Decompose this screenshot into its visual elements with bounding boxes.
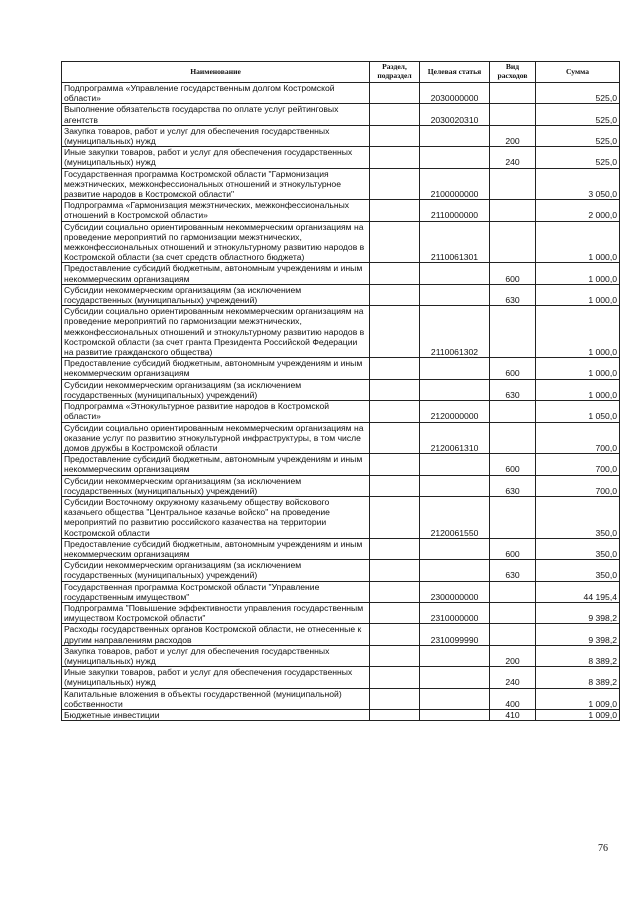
cell-name: Бюджетные инвестиции — [62, 709, 370, 720]
cell-kind: 630 — [490, 379, 536, 400]
header-sum: Сумма — [536, 62, 620, 83]
cell-sum: 3 050,0 — [536, 168, 620, 200]
cell-target — [420, 667, 490, 688]
table-row — [62, 538, 620, 559]
cell-target — [420, 560, 490, 581]
cell-name: Предоставление субсидий бюджетным, автономным учреждениям и иным некоммерческим организациям — [62, 263, 370, 284]
cell-section — [370, 688, 420, 709]
cell-sum: 700,0 — [536, 454, 620, 475]
cell-kind — [490, 422, 536, 454]
cell-name: Субсидии социально ориентированным некоммерческим организациям на проведение мероприятий по гармонизации межэтнических, межконфессиональных отношений и этнокультурному развитию народов в Костромской области (за счет гранта Президента Российской Федерации на развитие гражданского общества) — [62, 306, 370, 358]
cell-name: Подпрограмма «Гармонизация межэтнических, межконфессиональных отношений в Костромской области» — [62, 200, 370, 221]
cell-kind: 600 — [490, 263, 536, 284]
cell-target: 2110061302 — [420, 306, 490, 358]
cell-kind: 200 — [490, 125, 536, 146]
cell-target — [420, 454, 490, 475]
cell-target: 2120000000 — [420, 401, 490, 422]
cell-section — [370, 475, 420, 496]
cell-kind: 600 — [490, 358, 536, 379]
cell-target — [420, 147, 490, 168]
cell-sum: 1 000,0 — [536, 379, 620, 400]
cell-kind — [490, 221, 536, 263]
cell-name: Капитальные вложения в объекты государственной (муниципальной) собственности — [62, 688, 370, 709]
cell-target: 2030000000 — [420, 83, 490, 104]
cell-name: Субсидии некоммерческим организациям (за исключением государственных (муниципальных) учреждений) — [62, 284, 370, 305]
cell-kind: 630 — [490, 284, 536, 305]
table-row — [62, 379, 620, 400]
table-row — [62, 358, 620, 379]
cell-section — [370, 538, 420, 559]
header-target: Целевая статья — [420, 62, 490, 83]
cell-sum: 700,0 — [536, 422, 620, 454]
cell-name: Закупка товаров, работ и услуг для обеспечения государственных (муниципальных) нужд — [62, 125, 370, 146]
cell-name: Субсидии некоммерческим организациям (за исключением государственных (муниципальных) учреждений) — [62, 379, 370, 400]
cell-section — [370, 454, 420, 475]
cell-name: Подпрограмма «Этнокультурное развитие народов в Костромской области» — [62, 401, 370, 422]
cell-sum: 8 389,2 — [536, 667, 620, 688]
cell-section — [370, 168, 420, 200]
cell-name: Подпрограмма "Повышение эффективности управления государственным имуществом Костромской области" — [62, 602, 370, 623]
cell-kind — [490, 104, 536, 125]
cell-sum: 8 389,2 — [536, 645, 620, 666]
table-row — [62, 454, 620, 475]
cell-kind — [490, 401, 536, 422]
cell-kind: 240 — [490, 147, 536, 168]
cell-target — [420, 475, 490, 496]
cell-target: 2100000000 — [420, 168, 490, 200]
cell-section — [370, 667, 420, 688]
cell-section — [370, 263, 420, 284]
cell-name: Государственная программа Костромской области "Управление государственным имуществом" — [62, 581, 370, 602]
cell-section — [370, 83, 420, 104]
cell-kind — [490, 83, 536, 104]
cell-kind: 630 — [490, 475, 536, 496]
table-row — [62, 200, 620, 221]
cell-target: 2300000000 — [420, 581, 490, 602]
cell-target — [420, 358, 490, 379]
cell-name: Иные закупки товаров, работ и услуг для обеспечения государственных (муниципальных) нужд — [62, 667, 370, 688]
cell-sum: 1 000,0 — [536, 306, 620, 358]
cell-target: 2030020310 — [420, 104, 490, 125]
cell-section — [370, 624, 420, 645]
cell-kind: 630 — [490, 560, 536, 581]
cell-section — [370, 496, 420, 538]
cell-kind: 410 — [490, 709, 536, 720]
cell-name: Субсидии Восточному окружному казачьему обществу войскового казачьего общества "Центральное казачье войско" на проведение мероприятий по развитию российского казачества на территории Костромской области — [62, 496, 370, 538]
cell-sum: 350,0 — [536, 560, 620, 581]
cell-name: Предоставление субсидий бюджетным, автономным учреждениям и иным некоммерческим организациям — [62, 358, 370, 379]
cell-name: Субсидии социально ориентированным некоммерческим организациям на проведение мероприятий по гармонизации межэтнических, межконфессиональных отношений и этнокультурному развитию народов в Костромской области (за счет средств областного бюджета) — [62, 221, 370, 263]
cell-section — [370, 401, 420, 422]
cell-target — [420, 284, 490, 305]
table-row — [62, 284, 620, 305]
cell-name: Предоставление субсидий бюджетным, автономным учреждениям и иным некоммерческим организациям — [62, 454, 370, 475]
table-row — [62, 709, 620, 720]
table-row — [62, 624, 620, 645]
cell-name: Иные закупки товаров, работ и услуг для обеспечения государственных (муниципальных) нужд — [62, 147, 370, 168]
cell-kind — [490, 496, 536, 538]
cell-kind: 200 — [490, 645, 536, 666]
cell-kind — [490, 581, 536, 602]
cell-target: 2310099990 — [420, 624, 490, 645]
cell-section — [370, 379, 420, 400]
cell-target — [420, 709, 490, 720]
cell-target: 2110000000 — [420, 200, 490, 221]
cell-kind: 240 — [490, 667, 536, 688]
cell-section — [370, 422, 420, 454]
cell-name: Государственная программа Костромской области "Гармонизация межэтнических, межконфессиональных отношений и этнокультурное развитие народов в Костромской области" — [62, 168, 370, 200]
cell-kind: 600 — [490, 454, 536, 475]
cell-target: 2310000000 — [420, 602, 490, 623]
table-row — [62, 667, 620, 688]
table-body — [62, 83, 620, 721]
cell-target — [420, 645, 490, 666]
cell-target: 2120061310 — [420, 422, 490, 454]
table-row — [62, 645, 620, 666]
cell-sum: 700,0 — [536, 475, 620, 496]
cell-section — [370, 645, 420, 666]
cell-section — [370, 581, 420, 602]
table-row — [62, 496, 620, 538]
cell-name: Субсидии социально ориентированным некоммерческим организациям на оказание услуг по развитию этнокультурной инфраструктуры, в том числе домов дружбы в Костромской области — [62, 422, 370, 454]
cell-kind: 600 — [490, 538, 536, 559]
table-row — [62, 688, 620, 709]
cell-sum: 525,0 — [536, 147, 620, 168]
cell-name: Предоставление субсидий бюджетным, автономным учреждениям и иным некоммерческим организациям — [62, 538, 370, 559]
cell-target: 2110061301 — [420, 221, 490, 263]
table-row — [62, 602, 620, 623]
cell-target — [420, 538, 490, 559]
cell-target — [420, 263, 490, 284]
cell-sum: 44 195,4 — [536, 581, 620, 602]
cell-kind: 400 — [490, 688, 536, 709]
header-kind: Вид расходов — [490, 62, 536, 83]
cell-name: Субсидии некоммерческим организациям (за исключением государственных (муниципальных) учреждений) — [62, 475, 370, 496]
budget-table — [61, 61, 620, 721]
table-row — [62, 581, 620, 602]
cell-sum: 350,0 — [536, 538, 620, 559]
cell-kind — [490, 624, 536, 645]
cell-sum: 525,0 — [536, 125, 620, 146]
cell-section — [370, 200, 420, 221]
cell-name: Выполнение обязательств государства по оплате услуг рейтинговых агентств — [62, 104, 370, 125]
cell-target — [420, 688, 490, 709]
cell-kind — [490, 602, 536, 623]
cell-target — [420, 125, 490, 146]
table-row — [62, 475, 620, 496]
cell-section — [370, 147, 420, 168]
cell-sum: 9 398,2 — [536, 602, 620, 623]
table-row — [62, 221, 620, 263]
table-row — [62, 125, 620, 146]
cell-sum: 1 050,0 — [536, 401, 620, 422]
cell-section — [370, 306, 420, 358]
cell-sum: 2 000,0 — [536, 200, 620, 221]
table-row — [62, 306, 620, 358]
cell-kind — [490, 168, 536, 200]
table-row — [62, 263, 620, 284]
cell-target — [420, 379, 490, 400]
cell-sum: 1 009,0 — [536, 709, 620, 720]
cell-section — [370, 284, 420, 305]
cell-sum: 1 000,0 — [536, 284, 620, 305]
header-section: Раздел, подраздел — [370, 62, 420, 83]
cell-section — [370, 104, 420, 125]
cell-sum: 1 000,0 — [536, 358, 620, 379]
cell-sum: 1 009,0 — [536, 688, 620, 709]
cell-name: Подпрограмма «Управление государственным долгом Костромской области» — [62, 83, 370, 104]
cell-section — [370, 358, 420, 379]
cell-section — [370, 221, 420, 263]
table-row — [62, 147, 620, 168]
table-row — [62, 83, 620, 104]
cell-section — [370, 709, 420, 720]
cell-target: 2120061550 — [420, 496, 490, 538]
cell-sum: 1 000,0 — [536, 263, 620, 284]
cell-name: Субсидии некоммерческим организациям (за исключением государственных (муниципальных) учреждений) — [62, 560, 370, 581]
table-row — [62, 401, 620, 422]
cell-sum: 525,0 — [536, 83, 620, 104]
cell-name: Расходы государственных органов Костромской области, не отнесенные к другим направлениям расходов — [62, 624, 370, 645]
cell-sum: 525,0 — [536, 104, 620, 125]
cell-kind — [490, 306, 536, 358]
cell-kind — [490, 200, 536, 221]
cell-sum: 350,0 — [536, 496, 620, 538]
table-row — [62, 168, 620, 200]
page-number: 76 — [598, 843, 608, 854]
cell-sum: 1 000,0 — [536, 221, 620, 263]
cell-name: Закупка товаров, работ и услуг для обеспечения государственных (муниципальных) нужд — [62, 645, 370, 666]
table-row — [62, 104, 620, 125]
cell-section — [370, 602, 420, 623]
cell-section — [370, 125, 420, 146]
cell-section — [370, 560, 420, 581]
cell-sum: 9 398,2 — [536, 624, 620, 645]
table-row — [62, 422, 620, 454]
header-name: Наименование — [62, 62, 370, 83]
table-header-row — [62, 62, 620, 83]
table-row — [62, 560, 620, 581]
